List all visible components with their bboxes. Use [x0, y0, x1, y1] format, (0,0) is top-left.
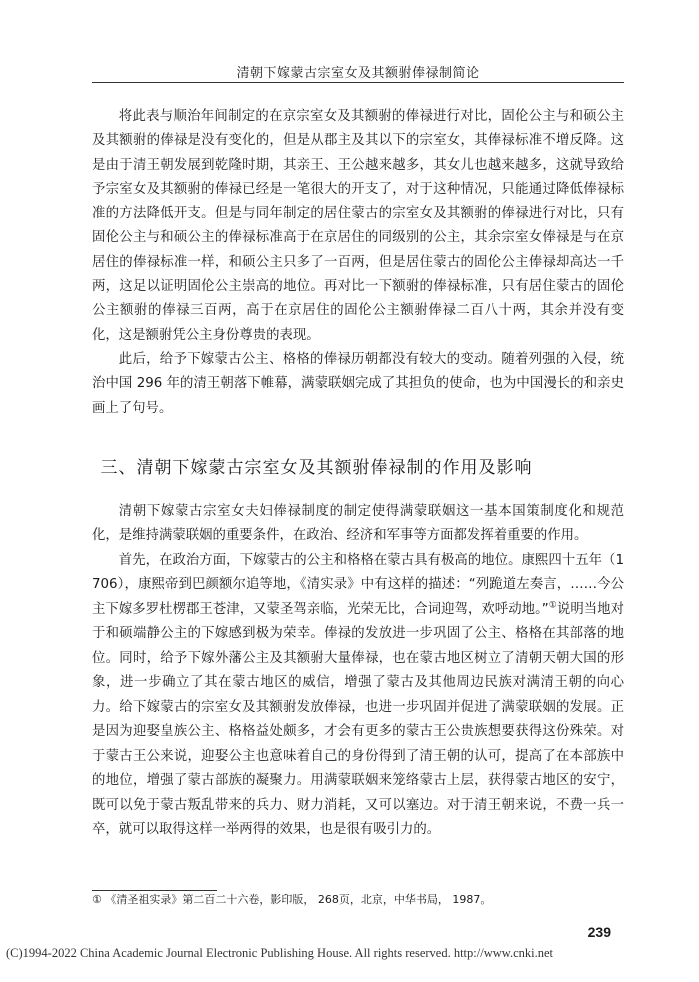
body-paragraph: 将此表与顺治年间制定的在京宗室女及其额驸的俸禄进行对比，固伦公主与和硕公主及其额驸的俸禄是没有变化的，但是从郡主及其以下的宗室女，其俸禄标准不增反降。这是由于清王朝发展到乾隆时期，其亲王、王公越来越多，其女儿也越来越多，这就导致给予宗室女及其额驸的俸禄已经是一笔很大的开支了，对于这种情况，只能通过降低俸禄标准的方法降低开支。但是与同年制定的居住蒙古的宗室女及其额驸的俸禄进行对比，只有固伦公主与和硕公主的俸禄标准高于在京居住的同级别的公主，其余宗室女俸禄是与在京居住的俸禄标准一样，和硕公主只多了一百两，但是居住蒙古的固伦公主俸禄却高达一千两，这足以证明固伦公主崇高的地位。再对比一下额驸的俸禄标准，只有居住蒙古的固伦公主额驸的俸禄三百两，高于在京居住的固伦公主额驸俸禄二百八十两，其余并没有变化，这是额驸凭公主身份尊贵的表现。 [92, 109, 624, 343]
paragraph-text: 首先，在政治方面，下嫁蒙古的公主和格格在蒙古具有极高的地位。康熙四十五年（1706），康熙帝到巴颜额尔追等地，《清实录》中有这样的描述：“列跪道左奏言，……今公主下嫁多罗杜楞郡王苍津，又蒙圣驾亲临，光荣无比，合词迎驾，欢呼动地。” [92, 552, 624, 617]
header-rule [92, 82, 624, 83]
paragraph-text: 说明当地对于和硕端静公主的下嫁感到极为荣幸。俸禄的发放进一步巩固了公主、格格在其部落的地位。同时，给予下嫁外藩公主及其额驸大量俸禄，也在蒙古地区树立了清朝天朝大国的形象，进一步确立了其在蒙古地区的威信，增强了蒙古及其他周边民族对满清王朝的向心力。给下嫁蒙古的宗室女及其额驸发放俸禄，也进一步巩固并促进了满蒙联姻的发展。正是因为迎娶皇族公主、格格益处颇多，才会有更多的蒙古王公贵族想要获得这份殊荣。对于蒙古王公来说，迎娶公主也意味着自己的身份得到了清王朝的认可，提高了在本部族中的地位，增强了蒙古部族的凝聚力。用满蒙联姻来笼络蒙古上层，获得蒙古地区的安宁，既可以免于蒙古叛乱带来的兵力、财力消耗，又可以塞边。对于清王朝来说，不费一兵一卒，就可以取得这样一举两得的效果，也是很有吸引力的。 [92, 601, 624, 838]
section-3-content [92, 500, 624, 843]
copyright-line: (C)1994-2022 China Academic Journal Electronic Publishing House. All rights reserved. http://www.cnki.net [6, 946, 554, 960]
running-header: 清朝下嫁蒙古宗室女及其额驸俸禄制简论 [236, 66, 480, 81]
footnote-rule [92, 890, 217, 891]
article-body [92, 105, 624, 843]
body-paragraph: 此后，给予下嫁蒙古公主、格格的俸禄历朝都没有较大的变动。随着列强的入侵，统治中国 296 年的清王朝落下帷幕，满蒙联姻完成了其担负的使命，也为中国漫长的和亲史画上了句号。 [92, 351, 624, 416]
footnote-marker: ① [548, 600, 557, 611]
page-number: 239 [587, 924, 611, 940]
section-heading: 三、清朝下嫁蒙古宗室女及其额驸俸禄制的作用及影响 [100, 457, 533, 478]
body-paragraph: 清朝下嫁蒙古宗室女夫妇俸禄制度的制定使得满蒙联姻这一基本国策制度化和规范化，是维持满蒙联姻的重要条件，在政治、经济和军事等方面都发挥着重要的作用。 [92, 503, 624, 544]
body-paragraph [92, 549, 624, 843]
footnote: ① 《清圣祖实录》第二百二十六卷，影印版， 268页，北京，中华书局， 1987。 [92, 893, 492, 906]
